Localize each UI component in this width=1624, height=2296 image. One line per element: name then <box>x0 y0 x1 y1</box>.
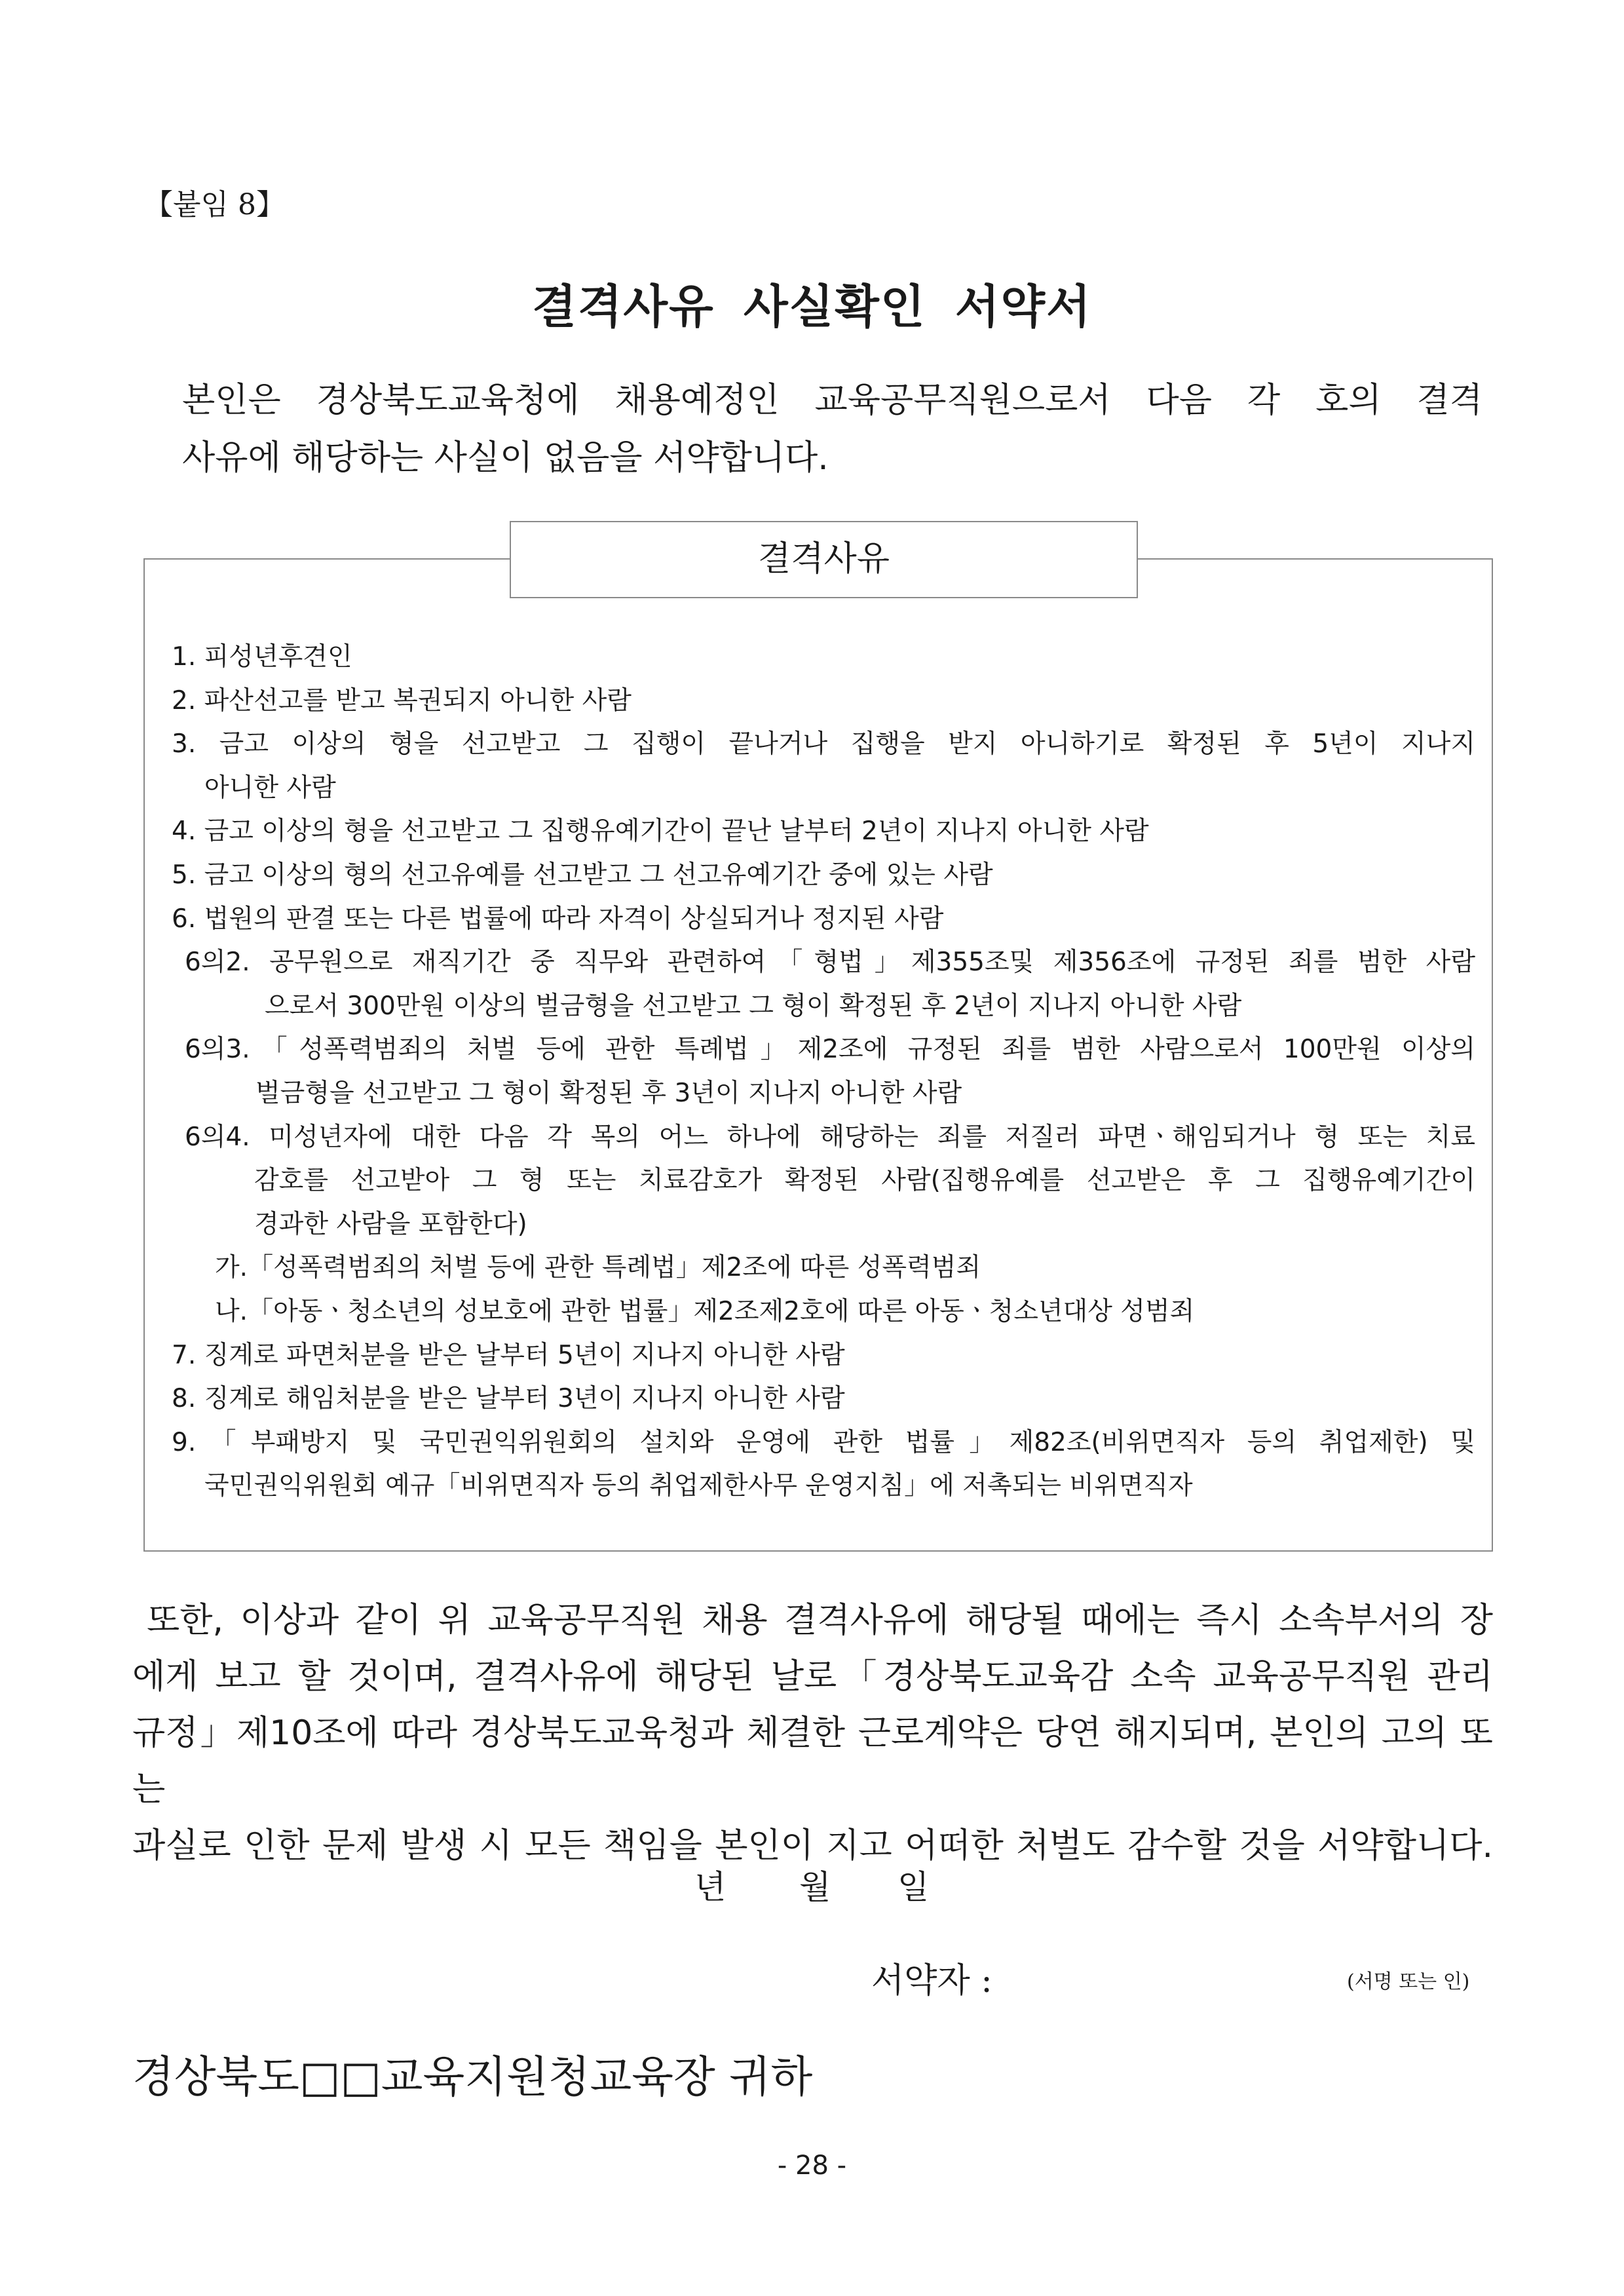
list-item: 7. 징계로 파면처분을 받은 날부터 5년이 지나지 아니한 사람 <box>172 1340 845 1370</box>
attachment-label: 【붙임 8】 <box>144 188 285 221</box>
date-year-label: 년 <box>694 1868 727 1906</box>
list-item: 1. 피성년후견인 <box>172 642 352 672</box>
list-subitem: 가.「성폭력범죄의 처벌 등에 관한 특례법」제2조에 따른 성폭력범죄 <box>215 1253 981 1283</box>
list-item: 8. 징계로 해임처분을 받은 날부터 3년이 지나지 아니한 사람 <box>172 1384 845 1414</box>
date-day-label: 일 <box>897 1868 930 1906</box>
list-item: 4. 금고 이상의 형을 선고받고 그 집행유예기간이 끝난 날부터 2년이 지나지 아니한 사람 <box>172 816 1149 847</box>
signing-date <box>694 1864 929 1910</box>
signer-label: 서약자 : <box>871 1961 992 2000</box>
signature-note: (서명 또는 인) <box>1347 1970 1470 1993</box>
list-item: 6의4. 미성년자에 대한 다음 각 목의 어느 하나에 해당하는 죄를 저질러 파면ㆍ해임되거나 형 또는 치료 <box>185 1122 1475 1152</box>
list-item-continuation: 감호를 선고받아 그 형 또는 치료감호가 확정된 사람(집행유예를 선고받은 후 그 집행유예기간이 <box>254 1166 1475 1196</box>
closing-line: 에게 보고 할 것이며, 결격사유에 해당된 날로「경상북도교육감 소속 교육공무직원 관리 <box>132 1657 1493 1696</box>
list-item-continuation: 국민권익위원회 예규「비위면직자 등의 취업제한사무 운영지침」에 저촉되는 비위면직자 <box>204 1471 1193 1501</box>
disqualification-box-heading: 결격사유 <box>510 521 1138 598</box>
list-item: 5. 금고 이상의 형의 선고유예를 선고받고 그 선고유예기간 중에 있는 사람 <box>172 860 993 890</box>
list-item: 3. 금고 이상의 형을 선고받고 그 집행이 끝나거나 집행을 받지 아니하기로 확정된 후 5년이 지나지 <box>172 729 1475 759</box>
disqualification-list <box>172 636 1475 1508</box>
intro-line: 사유에 해당하는 사실이 없음을 서약합니다. <box>182 438 829 478</box>
list-item-continuation: 아니한 사람 <box>204 773 336 803</box>
list-item-continuation: 으로서 300만원 이상의 벌금형을 선고받고 그 형이 확정된 후 2년이 지나지 아니한 사람 <box>265 991 1242 1021</box>
closing-paragraph <box>132 1592 1493 1874</box>
date-month-label: 월 <box>799 1868 831 1906</box>
list-subitem: 나.「아동ㆍ청소년의 성보호에 관한 법률」제2조제2호에 따른 아동ㆍ청소년대상 성범죄 <box>215 1296 1195 1326</box>
page-number: - 28 - <box>777 2151 847 2181</box>
closing-line: 규정」제10조에 따라 경상북도교육청과 체결한 근로계약은 당연 해지되며, 본인의 고의 또는 <box>132 1713 1493 1809</box>
list-item: 9.「부패방지 및 국민권익위원회의 설치와 운영에 관한 법률」제82조(비위면직자 등의 취업제한) 및 <box>172 1427 1475 1457</box>
intro-paragraph <box>182 372 1482 487</box>
list-item: 6의3.「성폭력범죄의 처벌 등에 관한 특례법」제2조에 규정된 죄를 범한 사람으로서 100만원 이상의 <box>185 1035 1475 1065</box>
addressee: 경상북도□□교육지원청교육장 귀하 <box>132 2052 813 2102</box>
list-item: 6. 법원의 판결 또는 다른 법률에 따라 자격이 상실되거나 정지된 사람 <box>172 904 944 934</box>
document-title: 결격사유 사실확인 서약서 <box>532 280 1092 334</box>
list-item: 2. 파산선고를 받고 복권되지 아니한 사람 <box>172 685 632 716</box>
closing-line: 또한, 이상과 같이 위 교육공무직원 채용 결격사유에 해당될 때에는 즉시 소속부서의 장 <box>147 1601 1493 1640</box>
list-item-continuation: 벌금형을 선고받고 그 형이 확정된 후 3년이 지나지 아니한 사람 <box>255 1078 962 1108</box>
list-item-continuation: 경과한 사람을 포함한다) <box>254 1209 527 1239</box>
intro-line: 본인은 경상북도교육청에 채용예정인 교육공무직원으로서 다음 각 호의 결격 <box>182 381 1482 420</box>
list-item: 6의2. 공무원으로 재직기간 중 직무와 관련하여「형법」제355조및 제356조에 규정된 죄를 범한 사람 <box>185 947 1475 978</box>
closing-line: 과실로 인한 문제 발생 시 모든 책임을 본인이 지고 어떠한 처벌도 감수할 것을 서약합니다. <box>132 1826 1493 1866</box>
